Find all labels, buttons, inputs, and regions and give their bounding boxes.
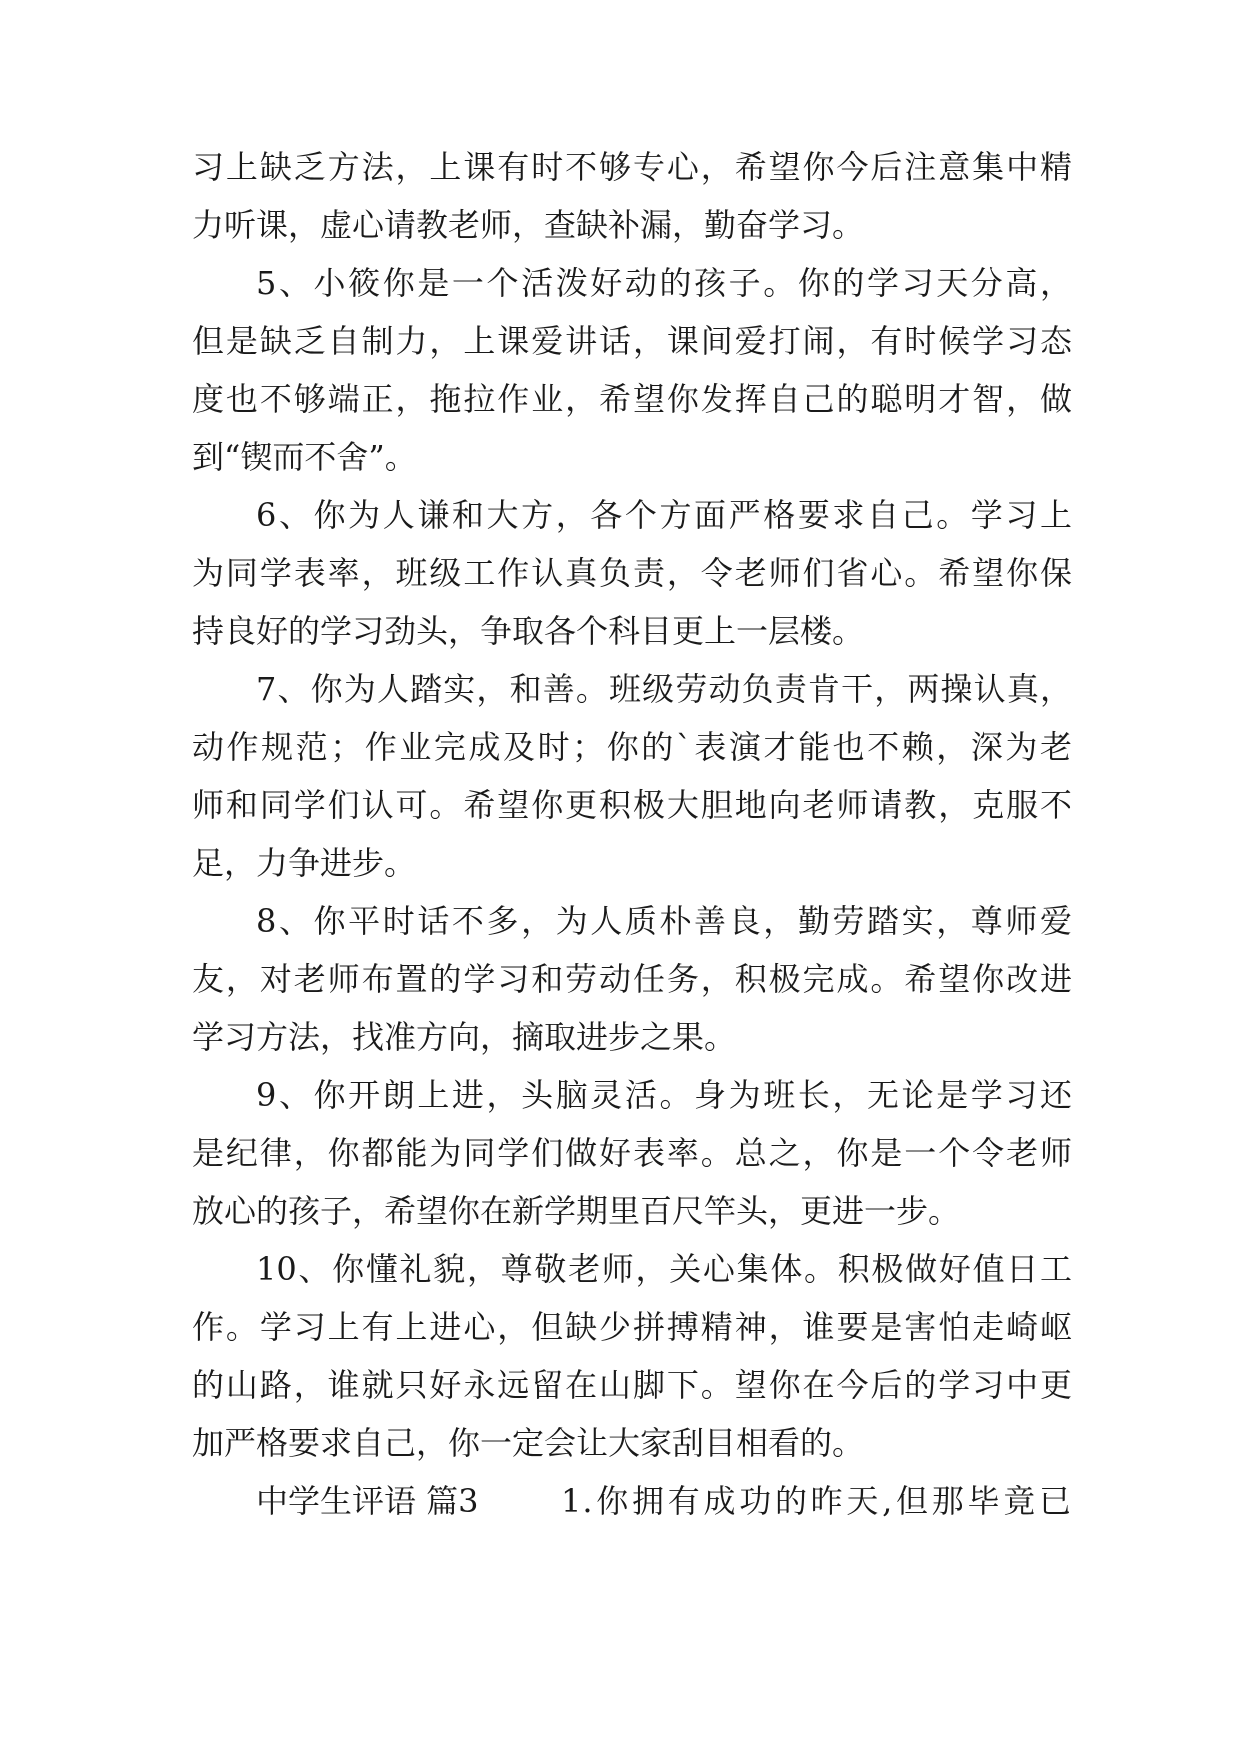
paragraph-line: 足，力争进步。 <box>192 844 417 882</box>
section-heading-line <box>256 1473 1072 1529</box>
paragraph-line: 6、你为人谦和大方，各个方面严格要求自己。学习上 <box>256 496 1072 534</box>
section-heading: 中学生评语 篇3 <box>256 1482 479 1520</box>
paragraph-line: 师和同学们认可。希望你更积极大胆地向老师请教，克服不 <box>192 786 1072 824</box>
paragraph-line: 加严格要求自己，你一定会让大家刮目相看的。 <box>192 1424 865 1462</box>
paragraph-line: 放心的孩子，希望你在新学期里百尺竿头，更进一步。 <box>192 1192 961 1230</box>
paragraph-line: 到“锲而不舍”。 <box>192 438 417 476</box>
paragraph-line: 8、你平时话不多，为人质朴善良，勤劳踏实，尊师爱 <box>256 902 1072 940</box>
paragraph-line: 动作规范；作业完成及时；你的`表演才能也不赖，深为老 <box>192 728 1072 766</box>
paragraph-line: 持良好的学习劲头，争取各个科目更上一层楼。 <box>192 612 865 650</box>
paragraph-line: 为同学表率，班级工作认真负责，令老师们省心。希望你保 <box>192 554 1072 592</box>
paragraph-line: 友，对老师布置的学习和劳动任务，积极完成。希望你改进 <box>192 960 1072 998</box>
paragraph-line: 力听课，虚心请教老师，查缺补漏，勤奋学习。 <box>192 206 865 244</box>
paragraph-line: 是纪律，你都能为同学们做好表率。总之，你是一个令老师 <box>192 1134 1072 1172</box>
paragraph-line: 作。学习上有上进心，但缺少拼搏精神，谁要是害怕走崎岖 <box>192 1308 1072 1346</box>
paragraph-line: 7、你为人踏实，和善。班级劳动负责肯干，两操认真， <box>256 670 1072 708</box>
section-first-line: 1.你拥有成功的昨天,但那毕竟已 <box>561 1482 1072 1520</box>
paragraph-line: 但是缺乏自制力，上课爱讲话，课间爱打闹，有时候学习态 <box>192 322 1072 360</box>
paragraph-line: 9、你开朗上进，头脑灵活。身为班长，无论是学习还 <box>256 1076 1072 1114</box>
paragraph-line: 习上缺乏方法，上课有时不够专心，希望你今后注意集中精 <box>192 148 1072 186</box>
paragraph-line: 度也不够端正，拖拉作业，希望你发挥自己的聪明才智，做 <box>192 380 1072 418</box>
paragraph-line: 学习方法，找准方向，摘取进步之果。 <box>192 1018 737 1056</box>
paragraph-line: 10、你懂礼貌，尊敬老师，关心集体。积极做好值日工 <box>256 1250 1072 1288</box>
paragraph-line: 5、小筱你是一个活泼好动的孩子。你的学习天分高， <box>256 264 1072 302</box>
paragraph-line: 的山路，谁就只好永远留在山脚下。望你在今后的学习中更 <box>192 1366 1072 1404</box>
